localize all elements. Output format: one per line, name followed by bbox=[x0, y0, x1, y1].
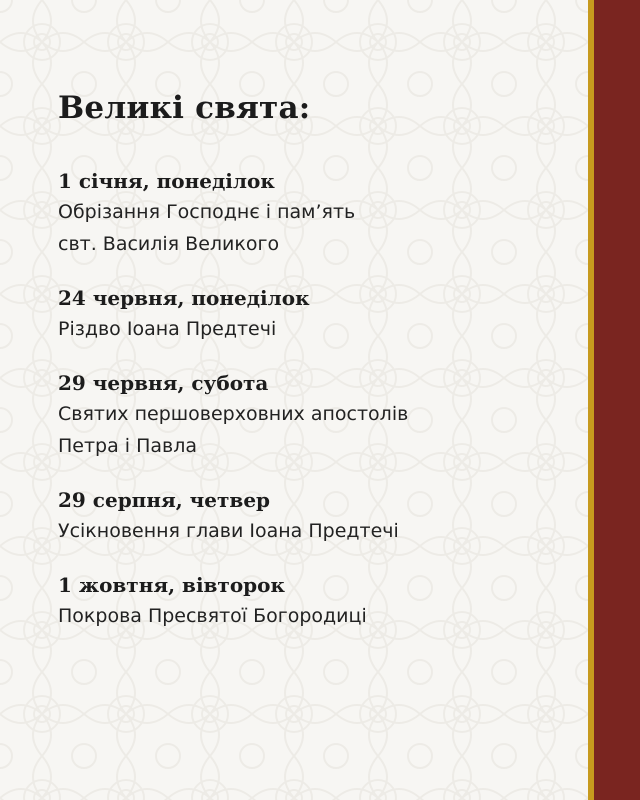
event-name: Різдво Іоана Предтечі bbox=[58, 318, 277, 340]
event-date: 29 серпня, четвер bbox=[58, 488, 271, 512]
page-title: Великі свята: bbox=[58, 90, 311, 126]
event-name: Покрова Пресвятої Богородиці bbox=[58, 605, 367, 627]
event-date: 29 червня, субота bbox=[58, 371, 269, 395]
event-name: Обрізання Господнє і пам’ять bbox=[58, 201, 356, 223]
event-item bbox=[58, 485, 578, 547]
event-name: Усікновення глави Іоана Предтечі bbox=[58, 520, 399, 542]
event-date: 1 січня, понеділок bbox=[58, 169, 275, 193]
gold-stripe bbox=[588, 0, 594, 800]
event-date: 24 червня, понеділок bbox=[58, 286, 310, 310]
holiday-list bbox=[58, 86, 578, 655]
event-date: 1 жовтня, вівторок bbox=[58, 573, 285, 597]
event-item bbox=[58, 166, 578, 260]
event-name: Петра і Павла bbox=[58, 435, 198, 457]
event-name: свт. Василія Великого bbox=[58, 233, 280, 255]
event-item bbox=[58, 570, 578, 632]
side-band bbox=[588, 0, 640, 800]
event-name: Святих першоверховних апостолів bbox=[58, 403, 409, 425]
event-item bbox=[58, 283, 578, 345]
event-item bbox=[58, 368, 578, 462]
